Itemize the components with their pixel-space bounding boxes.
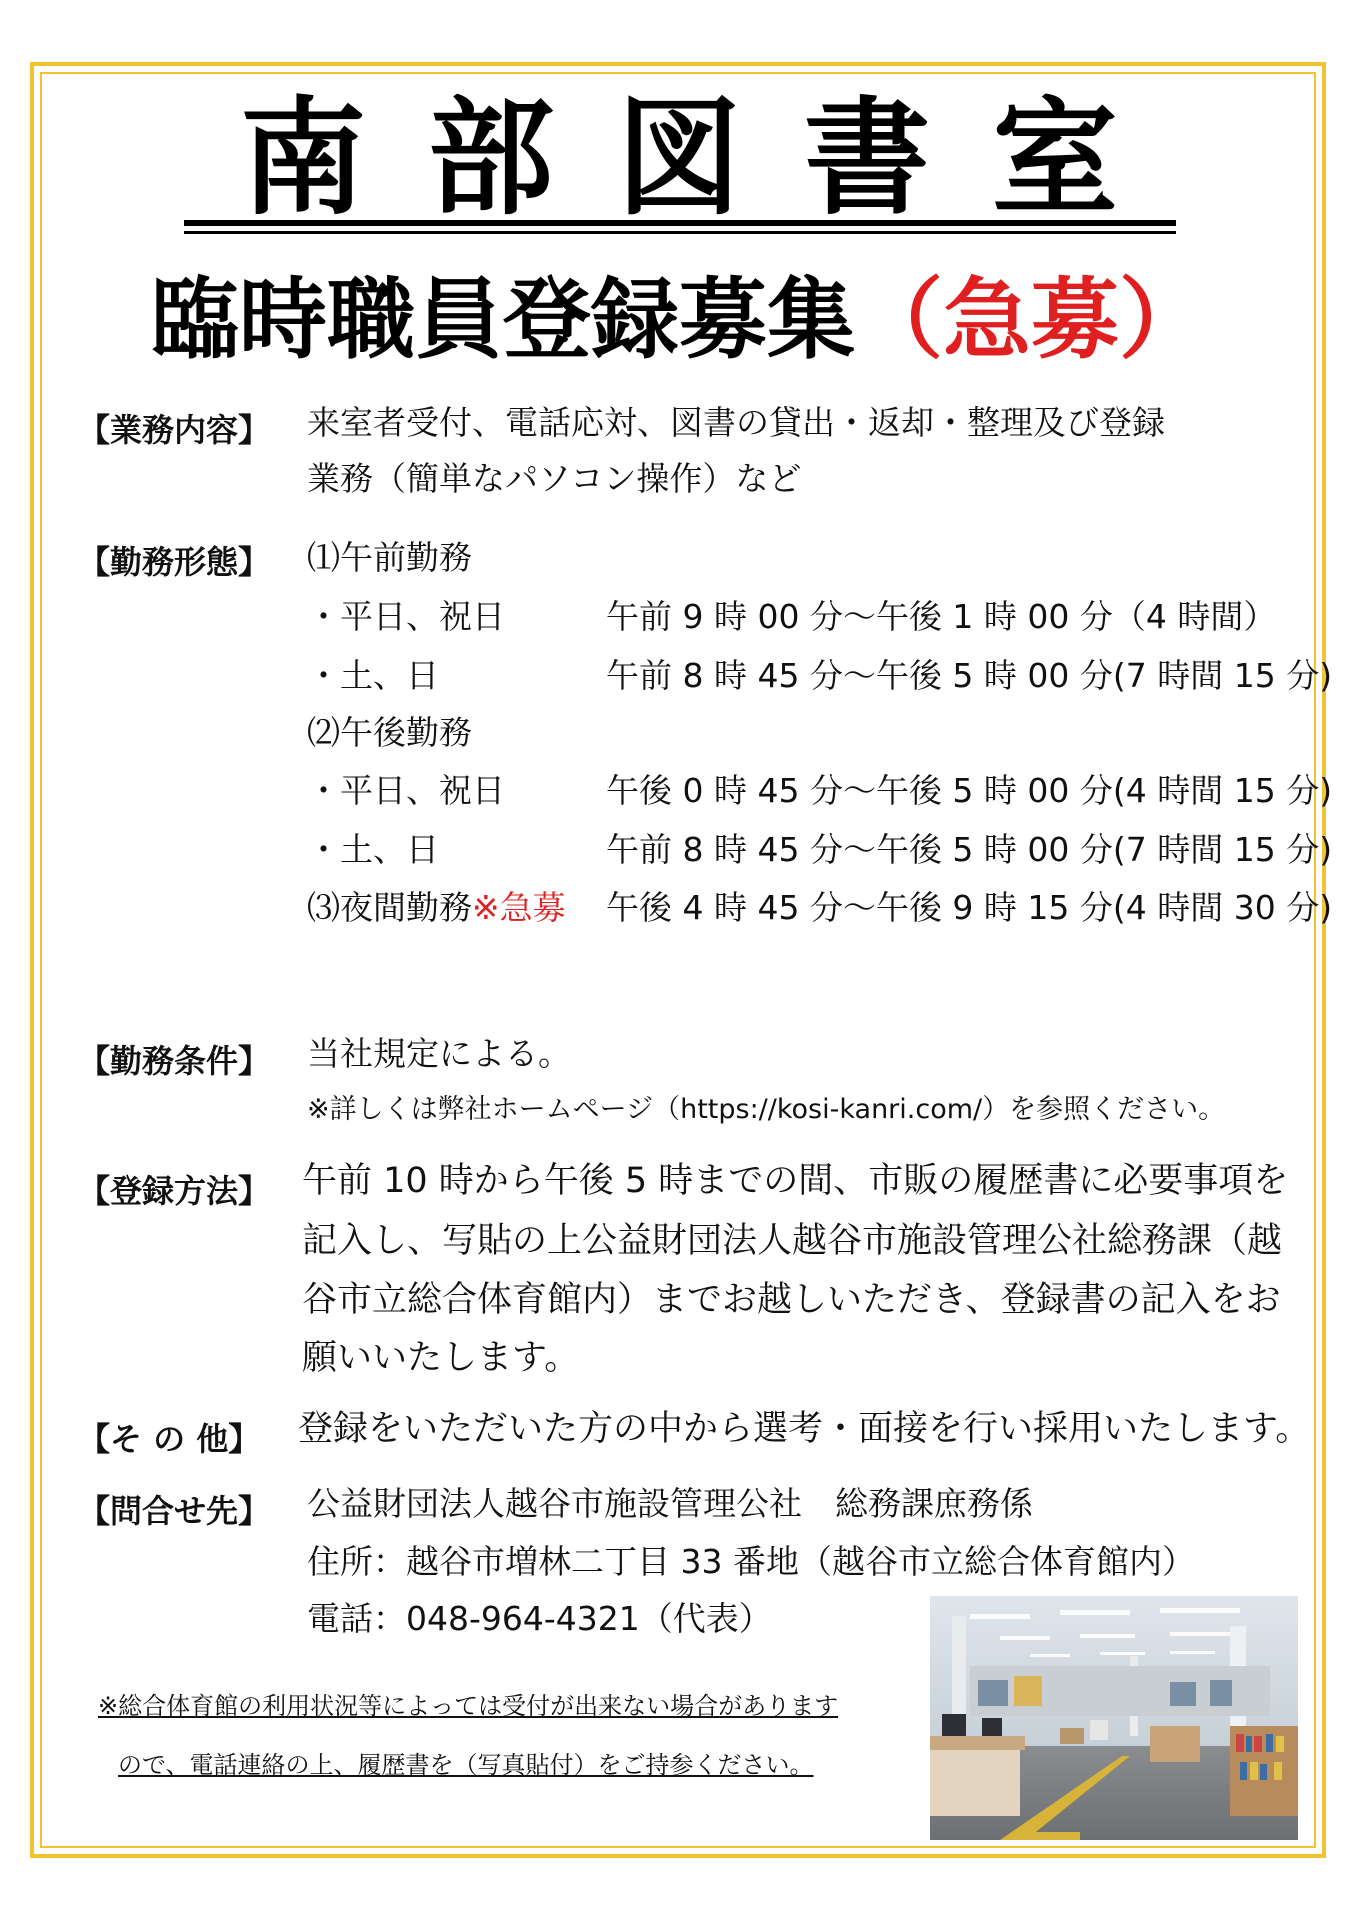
work-style-label: 【勤務形態】 — [78, 543, 271, 581]
registration-line-3: 谷市立総合体育館内）までお越しいただき、登録書の記入をお — [302, 1280, 1281, 1320]
pm-weekend-time: 午前 8 時 45 分～午後 5 時 00 分(7 時間 15 分) — [606, 830, 1333, 869]
conditions-text: 当社規定による。 — [307, 1034, 571, 1073]
registration-line-4: 願いいたします。 — [302, 1338, 580, 1378]
subtitle-main: 臨時職員登録募集 — [150, 268, 855, 371]
registration-line-1: 午前 10 時から午後 5 時までの間、市販の履歴書に必要事項を — [302, 1161, 1289, 1201]
footnote-line-2: ので、電話連絡の上、履歴書を（写真貼付）をご持参ください。 — [118, 1751, 814, 1779]
am-weekday-time: 午前 9 時 00 分～午後 1 時 00 分（4 時間） — [606, 597, 1277, 636]
contact-label: 【問合せ先】 — [78, 1492, 271, 1530]
conditions-label: 【勤務条件】 — [78, 1042, 271, 1080]
page-title: 南部図書室 — [240, 85, 1180, 232]
title-underline — [184, 220, 1176, 234]
pm-weekday-time: 午後 0 時 45 分～午後 5 時 00 分(4 時間 15 分) — [606, 771, 1333, 810]
registration-line-2: 記入し、写貼の上公益財団法人越谷市施設管理公社総務課（越 — [302, 1221, 1283, 1261]
am-weekend-time: 午前 8 時 45 分～午後 5 時 00 分(7 時間 15 分) — [606, 656, 1333, 695]
pm-heading: ⑵午後勤務 — [307, 713, 472, 752]
night-time: 午後 4 時 45 分～午後 9 時 15 分(4 時間 30 分) — [606, 888, 1333, 927]
am-heading: ⑴午前勤務 — [307, 538, 472, 577]
night-heading — [307, 888, 566, 927]
pm-weekend-label: ・土、日 — [307, 830, 439, 869]
library-photo — [930, 1596, 1298, 1840]
business-line-1: 来室者受付、電話応対、図書の貸出・返却・整理及び登録 — [307, 403, 1165, 442]
business-label: 【業務内容】 — [78, 411, 271, 449]
contact-phone: 電話：048-964-4321（代表） — [307, 1599, 772, 1638]
contact-org: 公益財団法人越谷市施設管理公社 総務課庶務係 — [307, 1484, 1033, 1523]
footnote-line-1: ※総合体育館の利用状況等によっては受付が出来ない場合があります — [98, 1692, 839, 1720]
am-weekday-label: ・平日、祝日 — [307, 597, 505, 636]
other-label: 【そ の 他】 — [78, 1420, 261, 1458]
contact-address: 住所：越谷市増林二丁目 33 番地（越谷市立総合体育館内） — [307, 1542, 1195, 1581]
registration-label: 【登録方法】 — [78, 1172, 271, 1210]
subtitle-urgent: （急募） — [855, 268, 1208, 371]
night-heading-text: ⑶夜間勤務 — [307, 888, 472, 927]
other-text: 登録をいただいた方の中から選考・面接を行い採用いたします。 — [298, 1409, 1311, 1449]
business-line-2: 業務（簡単なパソコン操作）など — [307, 459, 802, 498]
pm-weekday-label: ・平日、祝日 — [307, 771, 505, 810]
night-urgent-badge: ※急募 — [472, 888, 566, 927]
page-subtitle — [0, 268, 1358, 371]
am-weekend-label: ・土、日 — [307, 656, 439, 695]
conditions-note: ※詳しくは弊社ホームページ（https://kosi-kanri.com/）を参照ください。 — [307, 1094, 1226, 1125]
